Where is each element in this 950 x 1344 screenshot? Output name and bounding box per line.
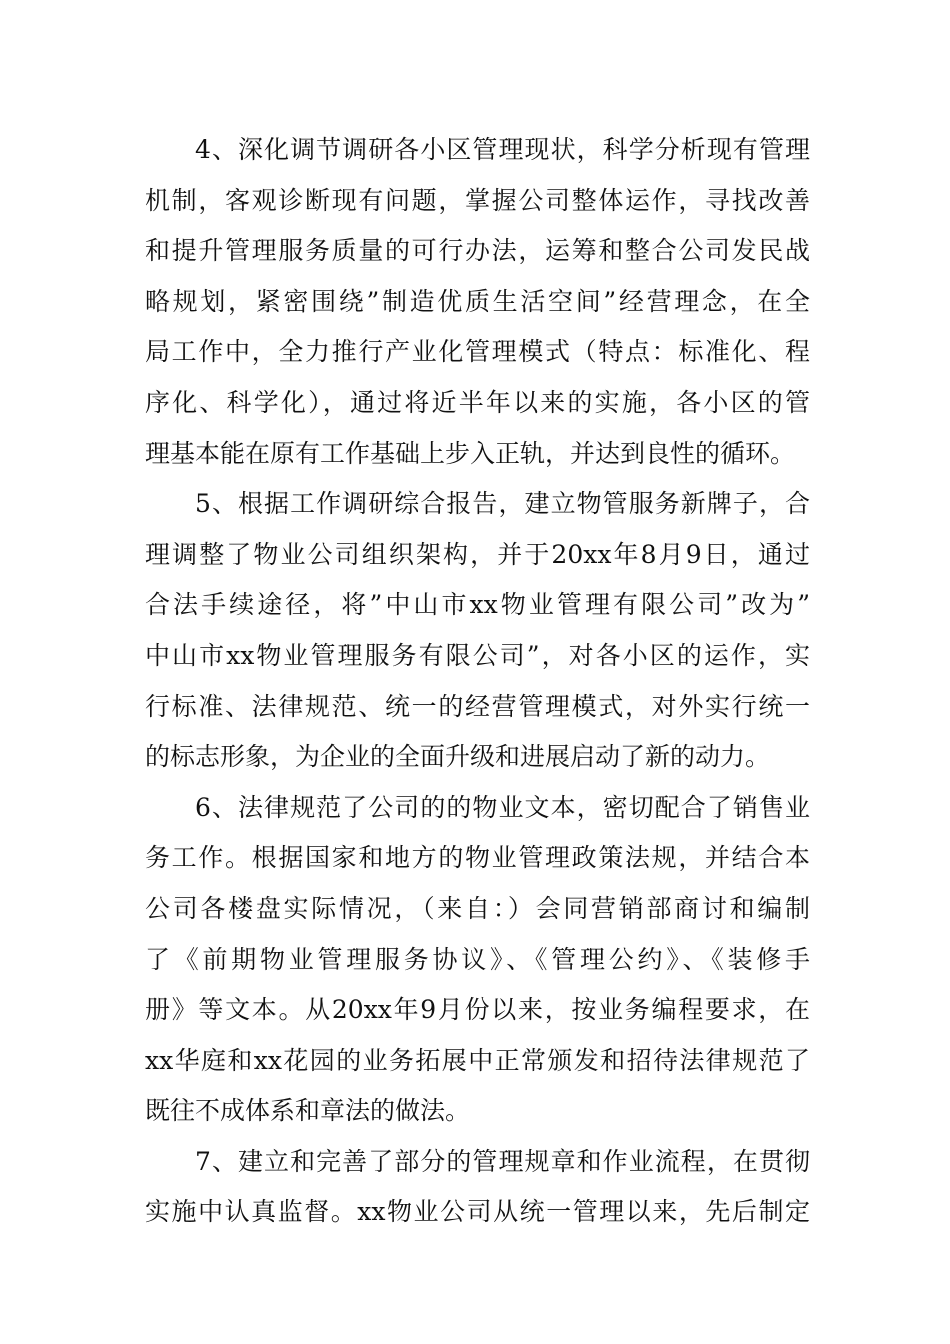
paragraph-4-line-5: 局工作中，全力推行产业化管理模式（特点：标准化、程 [145, 337, 810, 367]
paragraph-6-line-5: 册》等文本。从20xx年9月份以来，按业务编程要求，在 [145, 995, 810, 1025]
paragraph-6-line-4: 了《前期物业管理服务协议》、《管理公约》、《装修手 [145, 944, 810, 974]
paragraph-6-line-3: 公司各楼盘实际情况，（来自：）会同营销部商讨和编制 [145, 893, 810, 923]
paragraph-4-line-3: 和提升管理服务质量的可行办法，运筹和整合公司发民战 [145, 236, 810, 266]
paragraph-5-line-4: 中山市xx物业管理服务有限公司”，对各小区的运作，实 [145, 640, 810, 670]
paragraph-4-line-7: 理基本能在原有工作基础上步入正轨，并达到良性的循环。 [145, 438, 796, 468]
paragraph-4-line-1: 4、深化调节调研各小区管理现状，科学分析现有管理 [195, 135, 810, 164]
paragraph-5-line-2: 理调整了物业公司组织架构，并于20xx年8月9日，通过 [145, 539, 810, 569]
paragraph-5-line-1: 5、根据工作调研综合报告，建立物管服务新牌子，合 [195, 489, 810, 519]
paragraph-6-line-1: 6、法律规范了公司的的物业文本，密切配合了销售业 [195, 792, 810, 822]
paragraph-4-line-4: 略规划，紧密围绕”制造优质生活空间”经营理念，在全 [145, 286, 810, 316]
document-body [145, 125, 810, 1238]
paragraph-5-line-6: 的标志形象，为企业的全面升级和进展启动了新的动力。 [145, 742, 771, 772]
paragraph-7-line-2: 实施中认真监督。xx物业公司从统一管理以来，先后制定 [145, 1197, 810, 1227]
paragraph-7-line-1: 7、建立和完善了部分的管理规章和作业流程，在贯彻 [195, 1146, 810, 1176]
paragraph-6-line-2: 务工作。根据国家和地方的物业管理政策法规，并结合本 [145, 843, 810, 873]
paragraph-5-line-5: 行标准、法律规范、统一的经营管理模式，对外实行统一 [145, 691, 810, 721]
paragraph-4-line-6: 序化、科学化），通过将近半年以来的实施，各小区的管 [145, 387, 810, 417]
paragraph-6-line-6: xx华庭和xx花园的业务拓展中正常颁发和招待法律规范了 [145, 1045, 810, 1075]
paragraph-6-line-7: 既往不成体系和章法的做法。 [145, 1096, 471, 1126]
paragraph-5-line-3: 合法手续途径，将”中山市xx物业管理有限公司”改为” [145, 590, 810, 620]
paragraph-4-line-2: 机制，客观诊断现有问题，掌握公司整体运作，寻找改善 [145, 185, 810, 215]
